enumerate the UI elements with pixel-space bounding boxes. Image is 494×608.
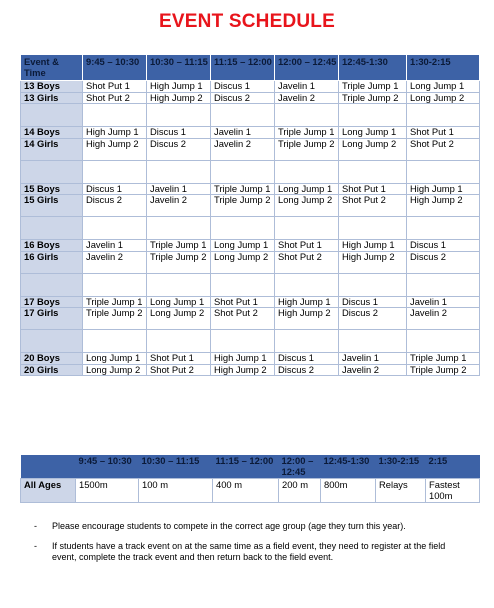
schedule-cell: High Jump 1 [339,240,407,252]
schedule-cell: Discus 1 [211,81,275,93]
schedule-cell: Javelin 1 [407,296,480,308]
schedule-cell: Triple Jump 1 [339,81,407,93]
schedule-cell: Javelin 1 [211,127,275,139]
schedule-cell: Triple Jump 1 [211,183,275,195]
track-header-cell: 2:15 [426,455,480,479]
schedule-row-label: 14 Girls [21,138,83,160]
schedule-spacer-cell [147,104,211,127]
schedule-cell: Triple Jump 1 [147,240,211,252]
schedule-spacer-cell [407,273,480,296]
track-row-label: All Ages [21,479,76,503]
schedule-cell: Triple Jump 2 [83,308,147,330]
schedule-header-cell: Event & Time [21,55,83,81]
schedule-spacer-cell [83,273,147,296]
schedule-spacer-cell [21,160,83,183]
track-header-cell: 12:00 – 12:45 [279,455,321,479]
schedule-cell: High Jump 2 [147,92,211,104]
schedule-spacer-row [21,104,480,127]
schedule-cell: Triple Jump 1 [275,127,339,139]
schedule-row [21,240,480,252]
track-schedule-table [20,455,480,503]
schedule-cell: Triple Jump 2 [407,364,480,376]
schedule-spacer-cell [147,217,211,240]
schedule-row-label: 17 Girls [21,308,83,330]
schedule-header-cell: 9:45 – 10:30 [83,55,147,81]
schedule-cell: Long Jump 2 [275,195,339,217]
schedule-cell: Long Jump 1 [83,353,147,365]
schedule-cell: Javelin 1 [339,353,407,365]
schedule-cell: Long Jump 2 [147,308,211,330]
schedule-spacer-cell [83,104,147,127]
schedule-cell: Shot Put 2 [211,308,275,330]
track-cell: 200 m [279,479,321,503]
schedule-row [21,92,480,104]
schedule-row [21,195,480,217]
schedule-cell: Discus 1 [147,127,211,139]
schedule-spacer-cell [83,330,147,353]
schedule-cell: Shot Put 1 [147,353,211,365]
schedule-spacer-cell [407,217,480,240]
schedule-row [21,308,480,330]
schedule-cell: Shot Put 2 [339,195,407,217]
schedule-cell: Long Jump 2 [211,251,275,273]
schedule-cell: Shot Put 2 [83,92,147,104]
schedule-spacer-row [21,217,480,240]
schedule-row [21,364,480,376]
schedule-row-label: 17 Boys [21,296,83,308]
schedule-cell: Javelin 1 [83,240,147,252]
schedule-row-label: 15 Boys [21,183,83,195]
schedule-cell: Long Jump 2 [407,92,480,104]
schedule-row-label: 20 Boys [21,353,83,365]
schedule-cell: Triple Jump 2 [339,92,407,104]
schedule-row-label: 13 Boys [21,81,83,93]
schedule-cell: Discus 2 [83,195,147,217]
schedule-spacer-cell [147,273,211,296]
schedule-cell: Shot Put 1 [83,81,147,93]
schedule-cell: High Jump 1 [275,296,339,308]
schedule-cell: Long Jump 1 [211,240,275,252]
schedule-header-cell: 12:45-1:30 [339,55,407,81]
schedule-cell: Javelin 2 [275,92,339,104]
schedule-cell: Discus 1 [83,183,147,195]
schedule-cell: High Jump 2 [83,138,147,160]
schedule-spacer-cell [407,104,480,127]
schedule-spacer-cell [275,217,339,240]
note-bullet: - [34,541,37,551]
schedule-row [21,353,480,365]
schedule-cell: Discus 2 [339,308,407,330]
schedule-row-label: 15 Girls [21,195,83,217]
schedule-cell: Discus 2 [147,138,211,160]
note-text: Please encourage students to compete in the correct age group (age they turn this year). [52,521,406,531]
schedule-cell: High Jump 1 [147,81,211,93]
schedule-spacer-cell [275,104,339,127]
schedule-spacer-cell [21,330,83,353]
schedule-spacer-cell [211,273,275,296]
schedule-row-label: 20 Girls [21,364,83,376]
schedule-cell: Long Jump 1 [339,127,407,139]
schedule-spacer-row [21,160,480,183]
schedule-spacer-cell [275,160,339,183]
note-bullet: - [34,521,37,531]
schedule-cell: Shot Put 2 [147,364,211,376]
schedule-spacer-cell [339,104,407,127]
schedule-cell: High Jump 1 [407,183,480,195]
schedule-cell: Discus 2 [211,92,275,104]
schedule-cell: Long Jump 1 [147,296,211,308]
schedule-row [21,251,480,273]
schedule-cell: Triple Jump 1 [83,296,147,308]
track-header-cell: 1:30-2:15 [376,455,426,479]
schedule-cell: Long Jump 1 [407,81,480,93]
schedule-spacer-cell [211,104,275,127]
schedule-cell: High Jump 2 [211,364,275,376]
schedule-row-label: 16 Boys [21,240,83,252]
schedule-cell: High Jump 2 [407,195,480,217]
schedule-cell: Discus 2 [407,251,480,273]
schedule-spacer-cell [211,217,275,240]
schedule-row-label: 13 Girls [21,92,83,104]
track-cell: 800m [321,479,376,503]
track-cell: 100 m [139,479,213,503]
schedule-row [21,183,480,195]
schedule-cell: Javelin 2 [339,364,407,376]
schedule-header-cell: 11:15 – 12:00 [211,55,275,81]
schedule-cell: Javelin 1 [275,81,339,93]
schedule-cell: Triple Jump 2 [211,195,275,217]
schedule-cell: Javelin 2 [147,195,211,217]
note-text: If students have a track event on at the same time as a field event, they need to register at the field event, complete the track event and then return back to the field event. [52,541,446,562]
schedule-header-row [21,55,480,81]
schedule-row [21,127,480,139]
track-cell: 1500m [76,479,139,503]
schedule-cell: Shot Put 2 [275,251,339,273]
schedule-header-cell: 12:00 – 12:45 [275,55,339,81]
schedule-spacer-cell [339,217,407,240]
schedule-cell: High Jump 2 [339,251,407,273]
schedule-spacer-cell [147,330,211,353]
page-title: EVENT SCHEDULE [159,11,335,32]
schedule-cell: Triple Jump 2 [275,138,339,160]
schedule-spacer-cell [21,104,83,127]
schedule-spacer-cell [339,330,407,353]
track-row [21,479,480,503]
track-header-cell [21,455,76,479]
schedule-spacer-cell [211,330,275,353]
schedule-cell: Long Jump 1 [275,183,339,195]
schedule-cell: Shot Put 1 [275,240,339,252]
track-cell: Relays [376,479,426,503]
schedule-cell: Javelin 1 [147,183,211,195]
schedule-spacer-cell [339,273,407,296]
schedule-spacer-cell [339,160,407,183]
schedule-spacer-cell [211,160,275,183]
event-schedule-table [20,54,480,376]
notes-list [34,521,454,572]
schedule-cell: Discus 2 [275,364,339,376]
schedule-cell: High Jump 2 [275,308,339,330]
schedule-cell: High Jump 1 [83,127,147,139]
schedule-spacer-cell [21,217,83,240]
schedule-cell: Discus 1 [339,296,407,308]
schedule-cell: Discus 1 [407,240,480,252]
schedule-row [21,138,480,160]
schedule-cell: Long Jump 2 [83,364,147,376]
schedule-spacer-row [21,273,480,296]
schedule-cell: Triple Jump 1 [407,353,480,365]
schedule-spacer-cell [147,160,211,183]
schedule-spacer-cell [83,217,147,240]
schedule-cell: High Jump 1 [211,353,275,365]
schedule-row [21,296,480,308]
schedule-header-cell: 10:30 – 11:15 [147,55,211,81]
schedule-spacer-cell [21,273,83,296]
schedule-cell: Shot Put 2 [407,138,480,160]
schedule-cell: Shot Put 1 [211,296,275,308]
track-cell: Fastest 100m [426,479,480,503]
schedule-spacer-cell [83,160,147,183]
schedule-row-label: 16 Girls [21,251,83,273]
schedule-cell: Long Jump 2 [339,138,407,160]
track-cell: 400 m [213,479,279,503]
schedule-cell: Shot Put 1 [407,127,480,139]
schedule-row [21,81,480,93]
schedule-row-label: 14 Boys [21,127,83,139]
schedule-spacer-cell [275,273,339,296]
schedule-spacer-cell [407,160,480,183]
note-item [34,521,454,532]
track-header-cell: 9:45 – 10:30 [76,455,139,479]
schedule-cell: Triple Jump 2 [147,251,211,273]
schedule-cell: Javelin 2 [407,308,480,330]
schedule-spacer-cell [407,330,480,353]
schedule-spacer-row [21,330,480,353]
schedule-header-cell: 1:30-2:15 [407,55,480,81]
schedule-cell: Discus 1 [275,353,339,365]
track-header-row [21,455,480,479]
track-header-cell: 10:30 – 11:15 [139,455,213,479]
note-item [34,541,454,563]
schedule-cell: Javelin 2 [83,251,147,273]
track-header-cell: 11:15 – 12:00 [213,455,279,479]
schedule-cell: Shot Put 1 [339,183,407,195]
track-header-cell: 12:45-1:30 [321,455,376,479]
schedule-cell: Javelin 2 [211,138,275,160]
schedule-spacer-cell [275,330,339,353]
